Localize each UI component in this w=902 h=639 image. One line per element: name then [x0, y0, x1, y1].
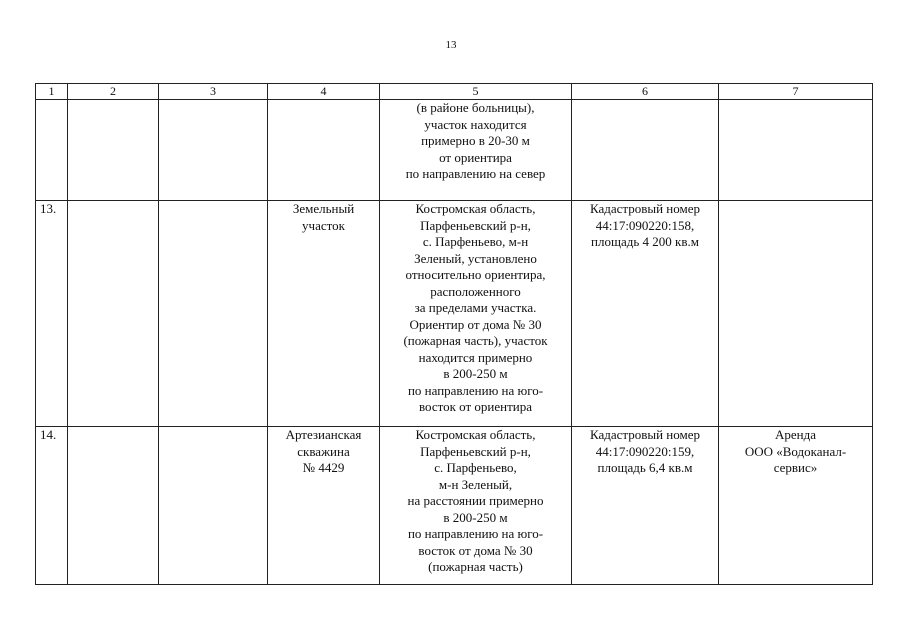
location-line: в 200-250 м: [443, 509, 508, 525]
cell-location: [380, 201, 572, 427]
location-line: по направлению на юго-: [407, 526, 544, 541]
row-number: 13.: [36, 201, 68, 427]
column-header: 6: [572, 84, 719, 100]
cell-location: [380, 427, 572, 585]
location-line: Костромская область,: [415, 201, 536, 216]
location-line: Зеленый, установлено: [414, 250, 537, 266]
registry-table: [35, 83, 873, 585]
row-number: [36, 100, 68, 201]
location-line: находится примерно: [418, 349, 533, 365]
column-header: 3: [159, 84, 268, 100]
location-line: примерно в 20-30 м: [421, 133, 530, 148]
cadastral-line: площадь 4 200 кв.м: [591, 234, 699, 249]
column-header: 5: [380, 84, 572, 100]
location-line: (пожарная часть), участок: [403, 333, 548, 348]
cadastral-line: площадь 6,4 кв.м: [597, 460, 693, 475]
cadastral-line: 44:17:090220:158,: [595, 217, 695, 233]
object-line: № 4429: [302, 460, 345, 475]
cell-cadastral: [572, 201, 719, 427]
cell-col3: [159, 100, 268, 201]
location-line: с. Парфеньево, м-н: [422, 234, 529, 249]
header-row: [36, 84, 873, 100]
column-header: 1: [36, 84, 68, 100]
cell-object: [268, 201, 380, 427]
location-line: м-н Зеленый,: [438, 476, 513, 492]
location-line: за пределами участка.: [414, 300, 537, 315]
row-number: 14.: [36, 427, 68, 585]
cadastral-line: 44:17:090220:159,: [595, 443, 695, 459]
cell-object: [268, 427, 380, 585]
object-line: скважина: [297, 443, 350, 459]
cell-encumbrance: [719, 100, 873, 201]
encumbrance-line: Аренда: [775, 427, 816, 442]
cell-location: [380, 100, 572, 201]
object-line: Артезианская: [285, 427, 362, 442]
table-row: [36, 100, 873, 201]
cell-col3: [159, 427, 268, 585]
location-line: (пожарная часть): [428, 559, 523, 574]
object-line: участок: [302, 217, 345, 233]
cell-col3: [159, 201, 268, 427]
cell-col2: [68, 201, 159, 427]
location-line: расположенного: [430, 283, 521, 299]
location-line: Ориентир от дома № 30: [409, 316, 542, 332]
location-line: участок находится: [424, 116, 527, 132]
cell-cadastral: [572, 100, 719, 201]
encumbrance-line: сервис»: [773, 460, 818, 475]
cell-col2: [68, 100, 159, 201]
cadastral-line: Кадастровый номер: [589, 201, 701, 216]
location-line: (в районе больницы),: [416, 100, 535, 115]
page-number: 13: [445, 39, 457, 51]
location-line: относительно ориентира,: [405, 267, 546, 282]
cell-encumbrance: [719, 201, 873, 427]
location-line: восток от ориентира: [418, 399, 533, 414]
location-line: по направлению на юго-: [407, 382, 544, 398]
cell-encumbrance: [719, 427, 873, 585]
column-header: 7: [719, 84, 873, 100]
encumbrance-line: ООО «Водоканал-: [744, 443, 847, 459]
cell-object: [268, 100, 380, 201]
location-line: Костромская область,: [415, 427, 536, 442]
location-line: Парфеньевский р-н,: [420, 443, 531, 459]
location-line: по направлению на север: [405, 166, 546, 181]
column-header: 4: [268, 84, 380, 100]
cadastral-line: Кадастровый номер: [589, 427, 701, 442]
table-row: [36, 201, 873, 427]
location-line: от ориентира: [439, 149, 512, 165]
column-header: 2: [68, 84, 159, 100]
location-line: в 200-250 м: [443, 366, 508, 381]
location-line: восток от дома № 30: [418, 542, 533, 558]
object-line: Земельный: [292, 201, 355, 216]
location-line: на расстоянии примерно: [407, 493, 544, 508]
cell-col2: [68, 427, 159, 585]
location-line: Парфеньевский р-н,: [420, 217, 531, 233]
cell-cadastral: [572, 427, 719, 585]
table-row: [36, 427, 873, 585]
location-line: с. Парфеньево,: [434, 460, 517, 475]
